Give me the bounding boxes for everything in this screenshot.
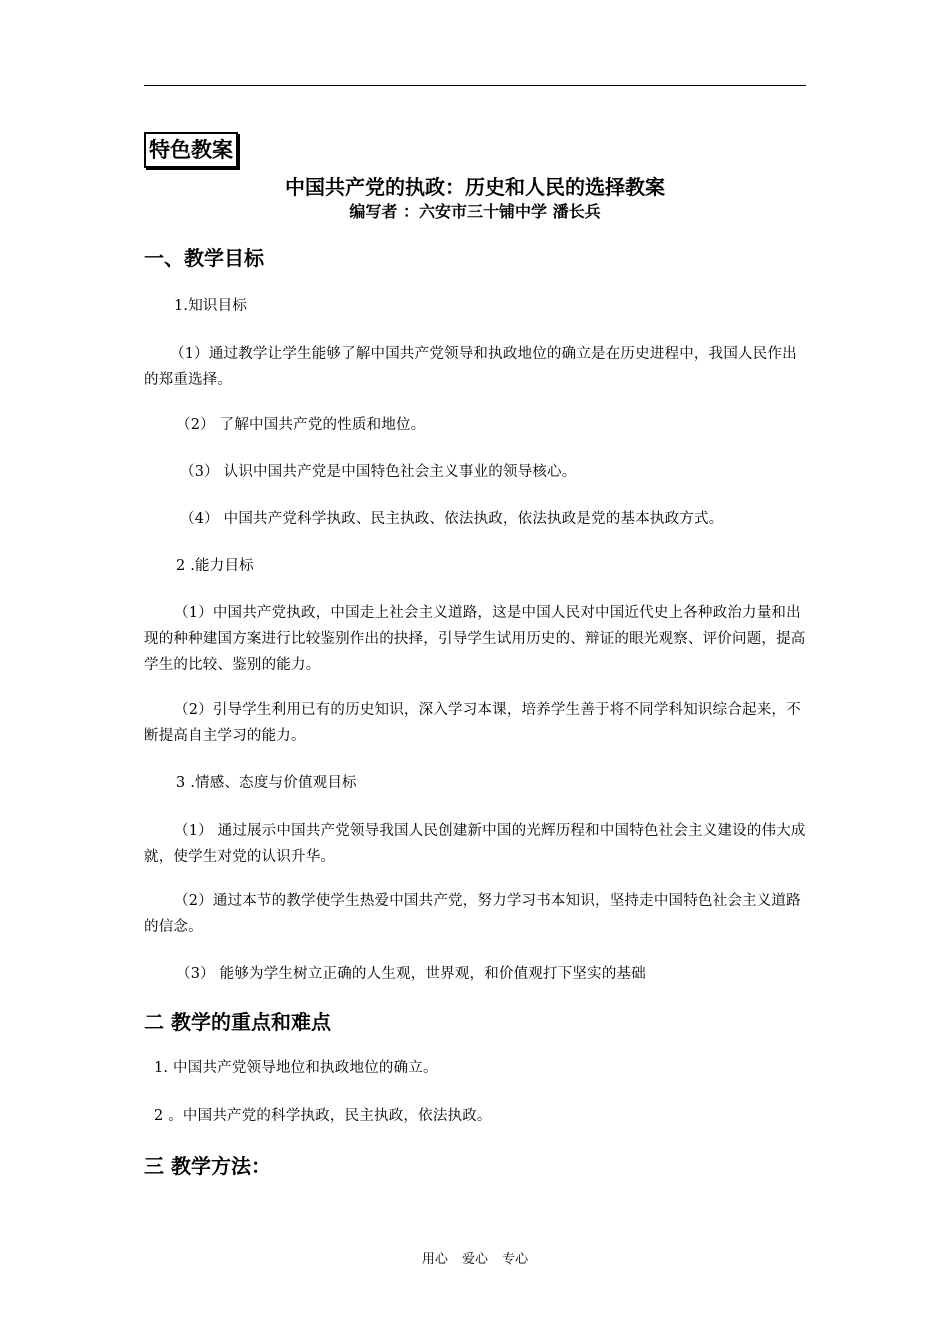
feature-badge: 特色教案 [144, 132, 238, 168]
focus-item-2: 2 。中国共产党的科学执政，民主执政，依法执政。 [154, 1108, 492, 1124]
emotion-item-1: （1） 通过展示中国共产党领导我国人民创建新中国的光辉历程和中国特色社会主义建设的伟大成就，使学生对党的认识升华。 [144, 823, 806, 865]
header-rule [144, 85, 806, 86]
knowledge-item-2: （2） 了解中国共产党的性质和地位。 [176, 417, 426, 433]
section-heading-focus: 二 教学的重点和难点 [144, 1010, 331, 1034]
subheading-ability: 2 .能力目标 [176, 558, 254, 574]
knowledge-item-4: （4） 中国共产党科学执政、民主执政、依法执政，依法执政是党的基本执政方式。 [180, 511, 724, 527]
document-title: 中国共产党的执政：历史和人民的选择教案 [285, 175, 665, 199]
ability-item-2: （2）引导学生利用已有的历史知识，深入学习本课，培养学生善于将不同学科知识综合起来，不断提高自主学习的能力。 [144, 702, 801, 744]
emotion-item-2: （2）通过本节的教学使学生热爱中国共产党，努力学习书本知识，坚持走中国特色社会主义道路的信念。 [144, 893, 801, 935]
ability-item-1: （1）中国共产党执政，中国走上社会主义道路，这是中国人民对中国近代史上各种政治力量和出现的种种建国方案进行比较鉴别作出的抉择，引导学生试用历史的、辩证的眼光观察、评价问题，提高学生的比较、鉴别的能力。 [144, 605, 806, 673]
emotion-item-3: （3） 能够为学生树立正确的人生观，世界观，和价值观打下坚实的基础 [176, 966, 646, 982]
focus-item-1: 1. 中国共产党领导地位和执政地位的确立。 [154, 1060, 438, 1076]
knowledge-item-1: （1）通过教学让学生能够了解中国共产党领导和执政地位的确立是在历史进程中，我国人民作出的郑重选择。 [144, 346, 797, 388]
author-line: 编写者 ：六安市三十铺中学 潘长兵 [349, 202, 601, 221]
section-heading-objectives: 一、教学目标 [144, 246, 264, 270]
subheading-emotion: 3 .情感、态度与价值观目标 [176, 775, 357, 791]
page-footer: 用心 爱心 专心 [421, 1252, 529, 1267]
section-heading-methods: 三 教学方法： [144, 1154, 271, 1178]
knowledge-item-3: （3） 认识中国共产党是中国特色社会主义事业的领导核心。 [180, 464, 577, 480]
subheading-knowledge: 1.知识目标 [174, 298, 248, 314]
